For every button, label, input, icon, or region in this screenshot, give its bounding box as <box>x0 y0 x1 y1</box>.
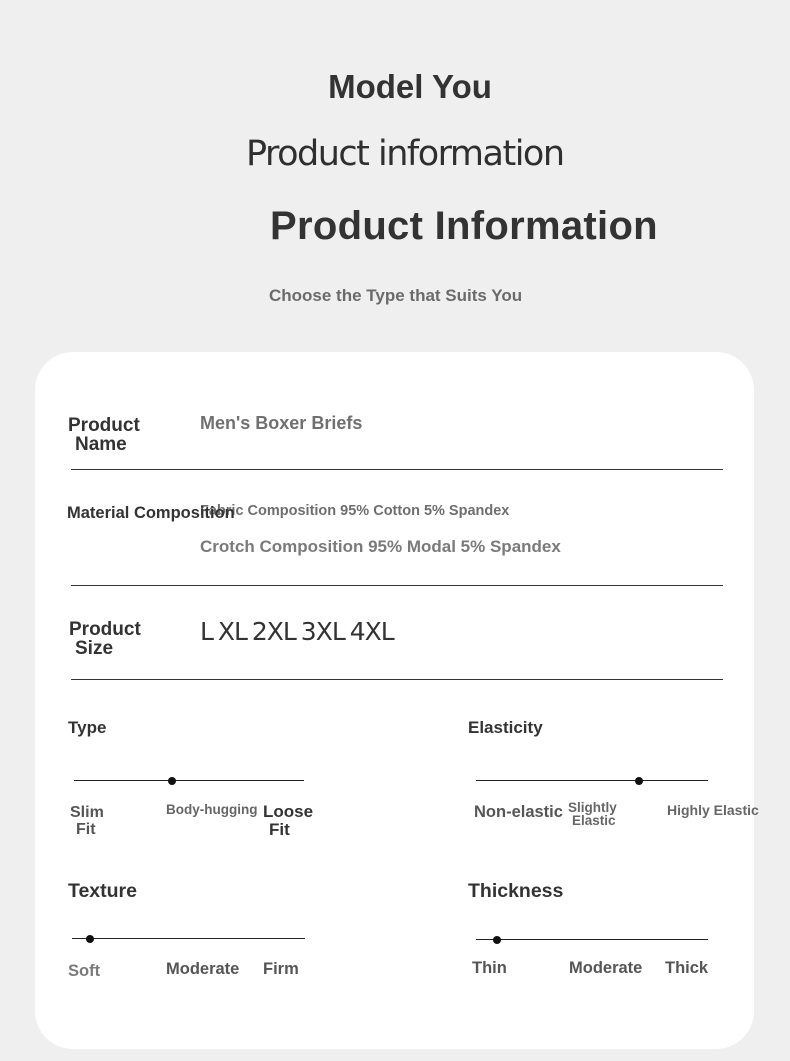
type-option-slim-line1: Slim <box>70 804 104 821</box>
type-option-slim-line2: Fit <box>76 821 96 838</box>
thickness-title: Thickness <box>468 880 564 902</box>
elasticity-track <box>476 780 708 781</box>
type-title: Type <box>68 718 107 737</box>
type-track <box>74 780 304 781</box>
elasticity-indicator-dot <box>635 777 643 785</box>
type-option-slim-fit <box>70 804 104 838</box>
thickness-option-thin: Thin <box>472 959 507 977</box>
thickness-option-thick: Thick <box>665 959 709 977</box>
type-indicator-dot <box>168 777 176 785</box>
thickness-option-moderate: Moderate <box>569 959 643 977</box>
script-title: Product information <box>246 134 564 174</box>
elasticity-option-slightly-line1: Slightly <box>568 800 617 815</box>
brand-line: Model You <box>328 68 492 105</box>
product-name-value: Men's Boxer Briefs <box>200 413 363 433</box>
product-name-label-line2: Name <box>75 434 127 455</box>
texture-option-moderate: Moderate <box>166 960 240 978</box>
type-option-loose-line2: Fit <box>269 820 290 839</box>
texture-option-soft: Soft <box>68 962 101 980</box>
product-name-label-line1: Product <box>68 415 140 436</box>
elasticity-option-slightly-line2: Elastic <box>572 813 616 828</box>
texture-track <box>72 938 305 939</box>
thickness-indicator-dot <box>493 936 501 944</box>
type-option-body-hugging: Body-hugging <box>166 802 258 817</box>
main-title: Product Information <box>270 204 658 248</box>
divider <box>71 469 723 470</box>
thickness-track <box>476 939 708 940</box>
texture-option-firm: Firm <box>263 960 299 978</box>
divider <box>71 679 723 680</box>
material-composition-label: Material Composition <box>67 504 235 522</box>
type-option-loose-fit <box>263 803 313 839</box>
subtitle: Choose the Type that Suits You <box>269 286 523 305</box>
product-size-label-line1: Product <box>69 619 141 640</box>
elasticity-option-non-elastic: Non-elastic <box>474 803 563 821</box>
product-info-card <box>35 352 754 1049</box>
product-name-label <box>68 416 140 454</box>
elasticity-title: Elasticity <box>468 718 543 737</box>
divider <box>71 585 723 586</box>
product-size-label <box>69 620 141 658</box>
crotch-composition-value: Crotch Composition 95% Modal 5% Spandex <box>200 537 561 556</box>
texture-title: Texture <box>68 880 137 902</box>
product-size-label-line2: Size <box>75 638 114 659</box>
elasticity-option-highly-elastic: Highly Elastic <box>667 802 759 818</box>
fabric-composition-value: Fabric Composition 95% Cotton 5% Spandex <box>200 503 510 519</box>
texture-indicator-dot <box>86 935 94 943</box>
product-size-value: L XL 2XL 3XL 4XL <box>200 617 394 646</box>
elasticity-option-slightly-elastic <box>568 801 617 827</box>
type-option-loose-line1: Loose <box>263 802 314 821</box>
